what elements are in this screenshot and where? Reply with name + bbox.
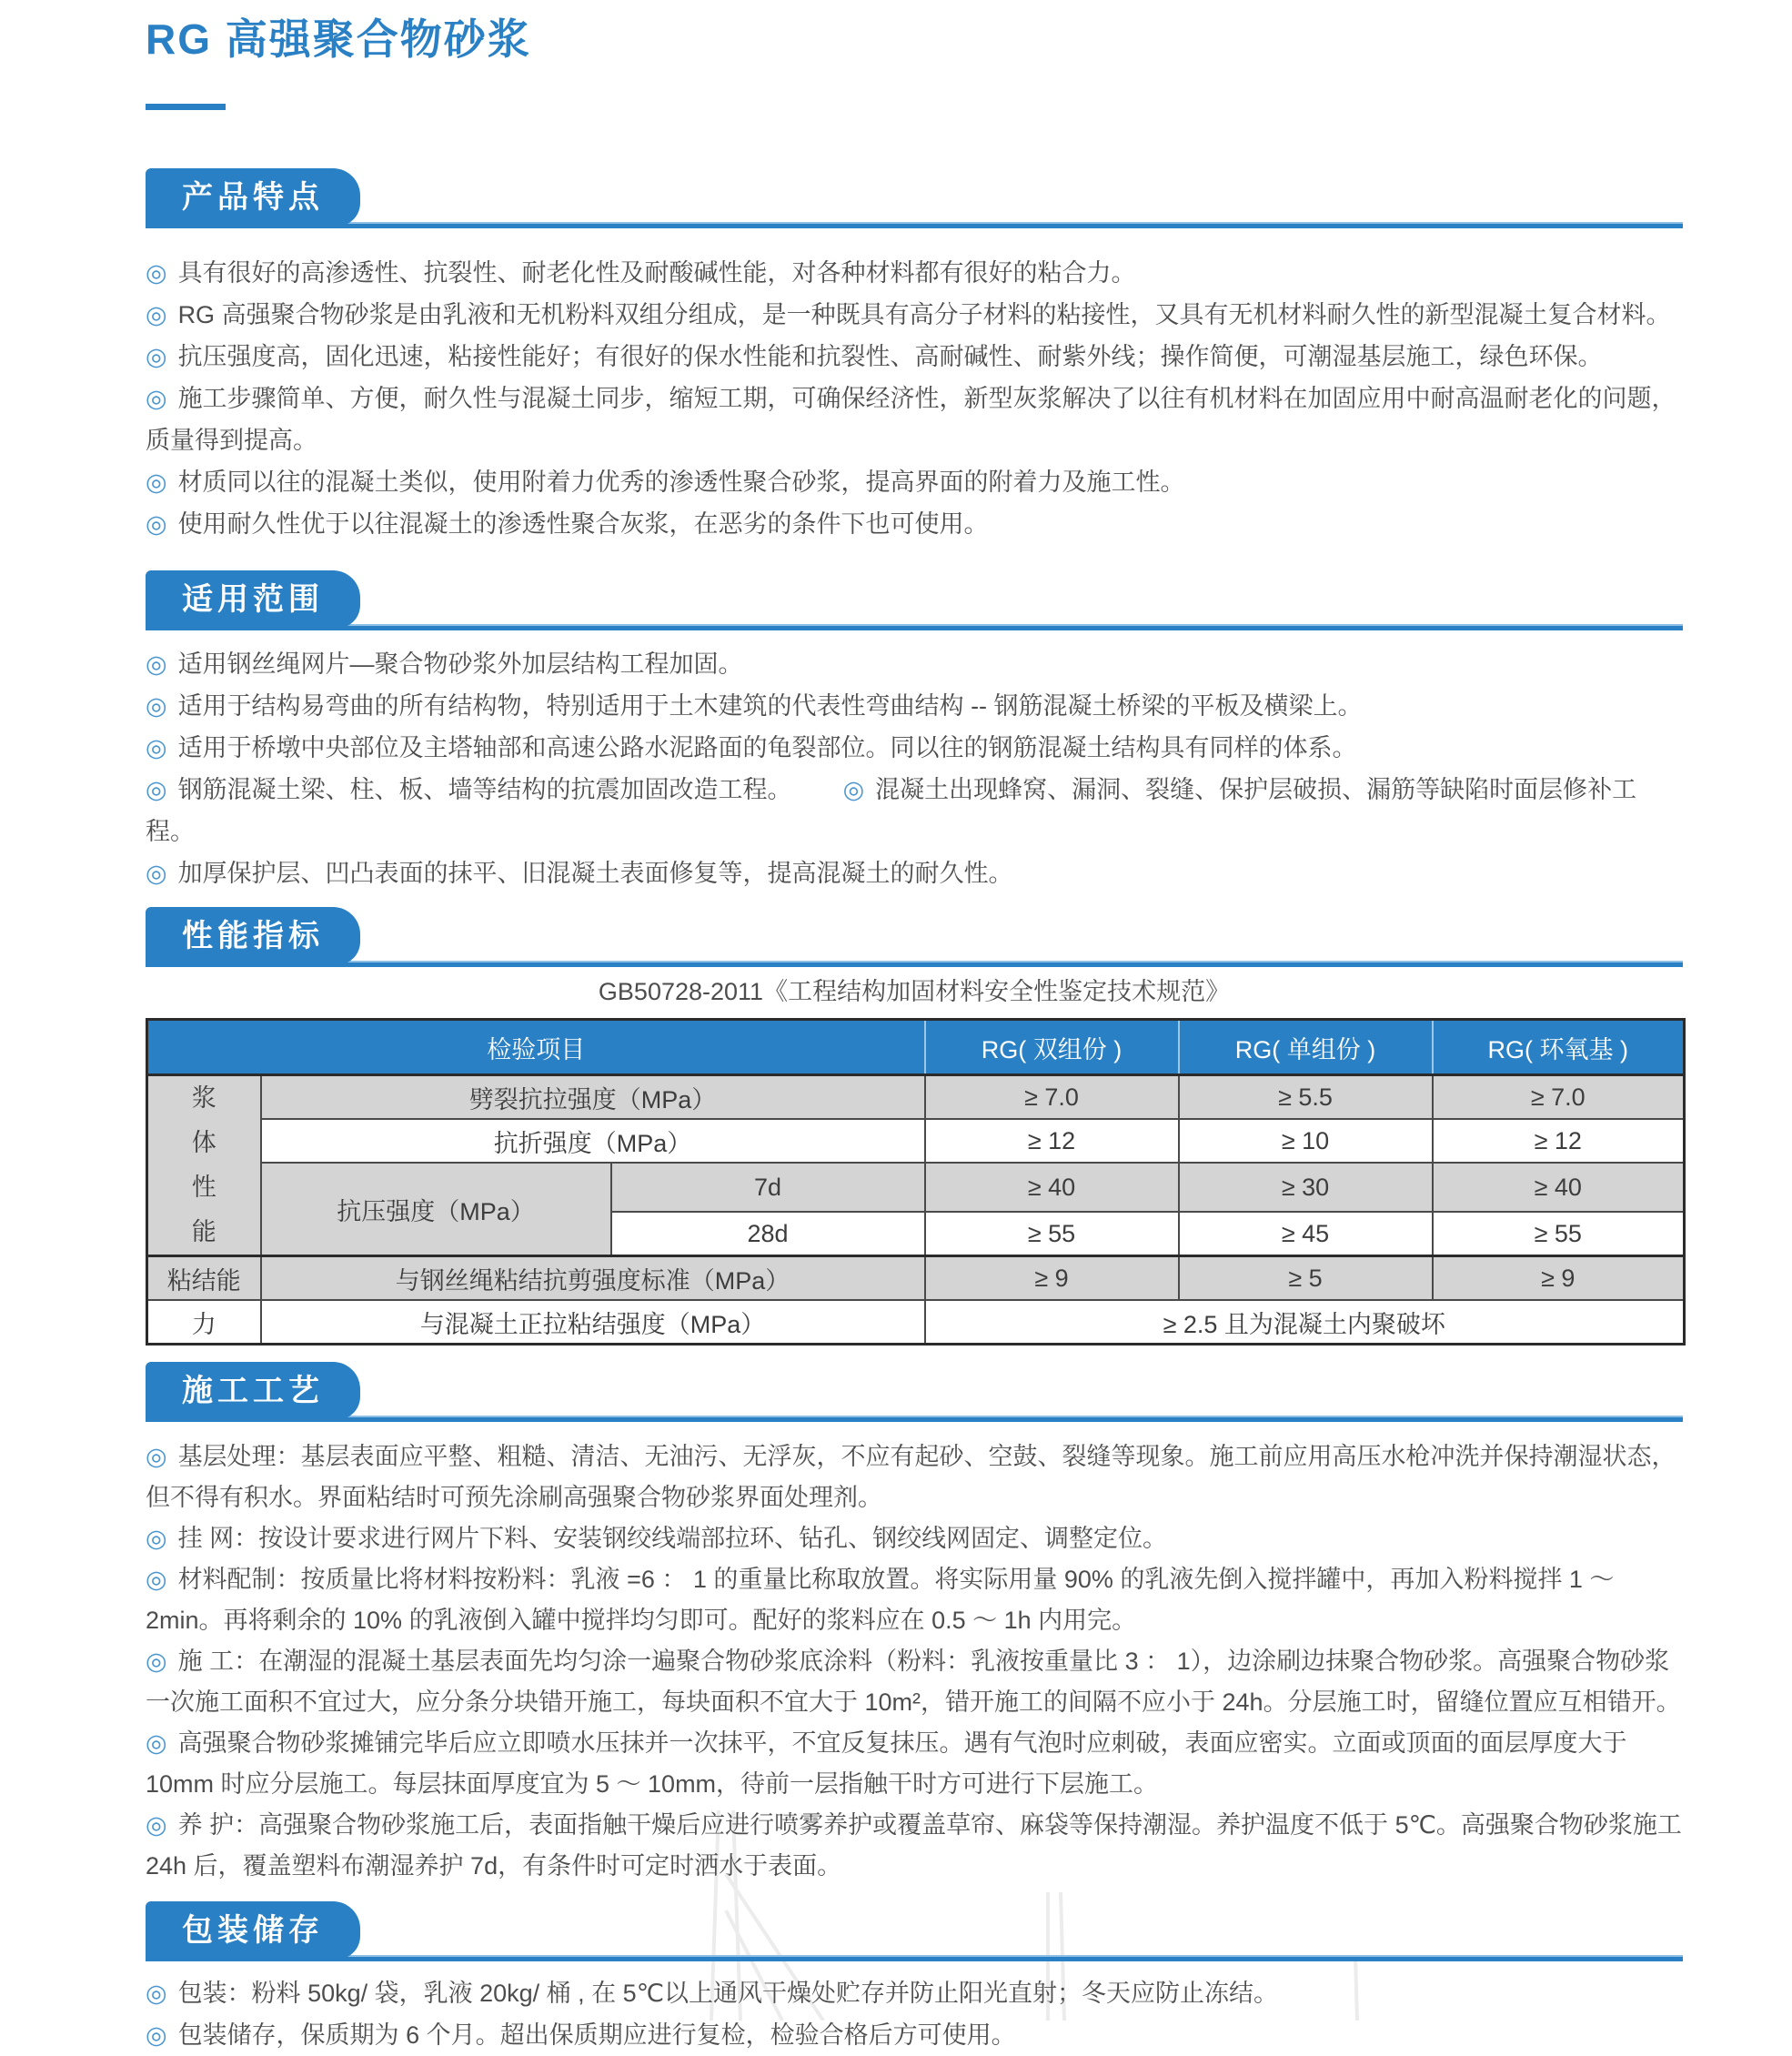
table-row-normal-bond	[147, 1300, 1685, 1345]
list-item-text: 施工步骤简单、方便，耐久性与混凝土同步，缩短工期，可确保经济性，新型灰浆解决了以往有机材料在加固应用中耐高温耐老化的问题，质量得到提高。	[146, 385, 1676, 454]
bullet-icon: ◎	[146, 1811, 167, 1839]
list-item	[146, 685, 1683, 727]
section-heading-label: 包装储存	[182, 1913, 324, 1948]
table-cell: ≥ 55	[1433, 1212, 1685, 1256]
header-cell-rg2: RG( 双组份 )	[925, 1020, 1179, 1075]
row-label: 劈裂抗拉强度（MPa）	[261, 1075, 925, 1120]
sub-label-28d: 28d	[611, 1212, 925, 1256]
table-cell: ≥ 30	[1179, 1163, 1433, 1212]
list-item	[146, 1518, 1683, 1559]
section-header-process	[146, 1362, 1683, 1422]
list-item	[146, 727, 1683, 769]
bullet-icon: ◎	[146, 734, 167, 761]
title-underline	[146, 104, 226, 110]
table-row-shear	[147, 1256, 1685, 1301]
list-item-text: 适用钢丝绳网片—聚合物砂浆外加层结构工程加固。	[177, 650, 743, 678]
group-label-bond-top: 粘结能	[147, 1256, 261, 1301]
bullet-icon: ◎	[146, 510, 167, 538]
performance-table	[146, 1018, 1686, 1345]
table-cell: ≥ 12	[1433, 1119, 1685, 1163]
group-label-char: 性	[191, 1174, 216, 1201]
packaging-list	[146, 1972, 1683, 2056]
section-tab-performance	[146, 907, 360, 965]
list-item-text: 包装：粉料 50kg/ 袋，乳液 20kg/ 桶 , 在 5℃以上通风干燥处贮存并防止阳光直射；冬天应防止冻结。	[177, 1980, 1279, 2007]
table-cell: ≥ 12	[925, 1119, 1179, 1163]
bullet-icon: ◎	[146, 1980, 167, 2007]
section-rule	[146, 222, 1683, 228]
table-cell: ≥ 40	[925, 1163, 1179, 1212]
list-item-text: RG 高强聚合物砂浆是由乳液和无机粉料双组分组成，是一种既具有高分子材料的粘接性，又具有无机材料耐久性的新型混凝土复合材料。	[177, 301, 1671, 328]
list-item-text: 养 护：高强聚合物砂浆施工后，表面指触干燥后应进行喷雾养护或覆盖草帘、麻袋等保持潮湿。养护温度不低于 5℃。高强聚合物砂浆施工 24h 后，覆盖塑料布潮湿养护 7d，有条件时可定时洒水于表面。	[146, 1811, 1682, 1880]
table-cell: ≥ 9	[925, 1256, 1179, 1301]
table-header-row	[147, 1020, 1685, 1075]
table-cell: ≥ 55	[925, 1212, 1179, 1256]
scope-list	[146, 643, 1683, 894]
list-item-double	[146, 769, 1683, 852]
list-item	[146, 461, 1683, 503]
table-cell: ≥ 45	[1179, 1212, 1433, 1256]
section-tab-packaging	[146, 1901, 360, 1960]
section-rule	[146, 961, 1683, 967]
list-item-text: 适用于桥墩中央部位及主塔轴部和高速公路水泥路面的龟裂部位。同以往的钢筋混凝土结构具有同样的体系。	[177, 734, 1357, 761]
group-label-char: 浆	[191, 1084, 216, 1112]
bullet-icon: ◎	[146, 301, 167, 328]
bullet-icon: ◎	[146, 1443, 167, 1470]
section-header-performance	[146, 907, 1683, 967]
table-cell: ≥ 7.0	[1433, 1075, 1685, 1120]
table-row-compressive-7d	[147, 1163, 1685, 1212]
list-item	[146, 1805, 1683, 1887]
bullet-icon: ◎	[146, 343, 167, 370]
section-header-scope	[146, 570, 1683, 630]
process-list	[146, 1436, 1683, 1887]
section-rule	[146, 624, 1683, 630]
table-cell-span: ≥ 2.5 且为混凝土内聚破坏	[925, 1300, 1685, 1345]
list-item-text: 施 工：在潮湿的混凝土基层表面先均匀涂一遍聚合物砂浆底涂料（粉料：乳液按重量比 3 ： 1），边涂刷边抹聚合物砂浆。高强聚合物砂浆一次施工面积不宜过大，应分条分块错开施工，每块面积不宜大于 10m²，错开施工的间隔不应小于 24h。分层施工时，留缝位置应互相错开。	[146, 1648, 1681, 1716]
group-label-slurry-performance	[147, 1075, 261, 1256]
header-cell-rg1: RG( 单组份 )	[1179, 1020, 1433, 1075]
list-item	[146, 294, 1683, 336]
list-item	[146, 336, 1683, 378]
table-cell: ≥ 5	[1179, 1256, 1433, 1301]
list-item	[146, 1559, 1683, 1641]
table-row-split-tensile	[147, 1075, 1685, 1120]
section-rule	[146, 1955, 1683, 1961]
bullet-icon: ◎	[146, 1648, 167, 1675]
header-cell-item: 检验项目	[147, 1020, 925, 1075]
bullet-icon: ◎	[146, 2021, 167, 2049]
list-item-text: 混凝土出现蜂窝、漏洞、裂缝、保护层破损、漏筋等缺陷时面层修补工程。	[146, 776, 1637, 845]
list-item	[146, 378, 1683, 461]
row-label-compressive: 抗压强度（MPa）	[261, 1163, 611, 1256]
section-heading-label: 施工工艺	[182, 1374, 324, 1408]
section-tab-scope	[146, 570, 360, 629]
list-item-text: 适用于结构易弯曲的所有结构物，特别适用于土木建筑的代表性弯曲结构 -- 钢筋混凝土桥梁的平板及横梁上。	[177, 692, 1363, 720]
section-heading-label: 性能指标	[182, 919, 324, 953]
list-item-text: 基层处理：基层表面应平整、粗糙、清洁、无油污、无浮灰，不应有起砂、空鼓、裂缝等现象。施工前应用高压水枪冲洗并保持潮湿状态，但不得有积水。界面粘结时可预先涂刷高强聚合物砂浆界面处理剂。	[146, 1443, 1676, 1511]
list-item-text: 钢筋混凝土梁、柱、板、墙等结构的抗震加固改造工程。	[177, 776, 792, 803]
list-item	[146, 643, 1683, 685]
section-heading-label: 产品特点	[182, 180, 324, 215]
list-item-text: 材料配制：按质量比将材料按粉料：乳液 =6 ： 1 的重量比称取放置。将实际用量 90% 的乳液先倒入搅拌罐中，再加入粉料搅拌 1 ～ 2min。再将剩余的 10% 的乳液倒入罐中搅拌均匀即可。配好的浆料应在 0.5 ～ 1h 内用完。	[146, 1566, 1615, 1634]
list-item	[146, 1723, 1683, 1805]
list-item	[146, 252, 1683, 294]
group-label-char: 体	[191, 1129, 216, 1156]
section-rule	[146, 1416, 1683, 1422]
page-title: RG 高强聚合物砂浆	[146, 15, 531, 63]
table-cell: ≥ 40	[1433, 1163, 1685, 1212]
table-cell: ≥ 10	[1179, 1119, 1433, 1163]
row-label: 与钢丝绳粘结抗剪强度标准（MPa）	[261, 1256, 925, 1301]
list-item-text: 材质同以往的混凝土类似，使用附着力优秀的渗透性聚合砂浆，提高界面的附着力及施工性。	[177, 469, 1185, 496]
list-item	[146, 1436, 1683, 1518]
bullet-icon: ◎	[146, 860, 167, 887]
bullet-icon: ◎	[146, 692, 167, 720]
row-label: 抗折强度（MPa）	[261, 1119, 925, 1163]
standard-caption: GB50728-2011《工程结构加固材料安全性鉴定技术规范》	[598, 978, 1231, 1005]
bullet-icon: ◎	[146, 469, 167, 496]
section-tab-process	[146, 1362, 360, 1420]
section-heading-label: 适用范围	[182, 582, 324, 617]
bullet-icon: ◎	[146, 1525, 167, 1552]
bullet-icon: ◎	[146, 1566, 167, 1593]
list-item	[146, 1972, 1683, 2014]
bullet-icon: ◎	[146, 259, 167, 287]
table-row-flexural	[147, 1119, 1685, 1163]
list-item-text: 包装储存，保质期为 6 个月。超出保质期应进行复检，检验合格后方可使用。	[177, 2021, 1016, 2049]
bullet-icon: ◎	[146, 385, 167, 412]
bullet-icon: ◎	[146, 650, 167, 678]
list-item	[146, 503, 1683, 545]
list-item-text: 挂 网：按设计要求进行网片下料、安装钢绞线端部拉环、钻孔、钢绞线网固定、调整定位。	[177, 1525, 1168, 1552]
row-label: 与混凝土正拉粘结强度（MPa）	[261, 1300, 925, 1345]
bullet-icon: ◎	[146, 776, 167, 803]
list-item-text: 具有很好的高渗透性、抗裂性、耐老化性及耐酸碱性能，对各种材料都有很好的粘合力。	[177, 259, 1136, 287]
group-label-bond-bottom: 力	[147, 1300, 261, 1345]
table-cell: ≥ 5.5	[1179, 1075, 1433, 1120]
list-item-text: 高强聚合物砂浆摊铺完毕后应立即喷水压抹并一次抹平，不宜反复抹压。遇有气泡时应刺破，表面应密实。立面或顶面的面层厚度大于 10mm 时应分层施工。每层抹面厚度宜为 5 ～ 10mm，待前一层指触干时方可进行下层施工。	[146, 1729, 1627, 1798]
table-cell: ≥ 9	[1433, 1256, 1685, 1301]
section-tab-features	[146, 168, 360, 227]
header-cell-rge: RG( 环氧基 )	[1433, 1020, 1685, 1075]
group-label-char: 能	[191, 1218, 216, 1245]
section-header-features	[146, 168, 1683, 228]
bullet-icon: ◎	[146, 1729, 167, 1757]
bullet-icon: ◎	[842, 776, 865, 803]
section-header-packaging	[146, 1901, 1683, 1961]
list-item-text: 加厚保护层、凹凸表面的抹平、旧混凝土表面修复等，提高混凝土的耐久性。	[177, 860, 1013, 887]
sub-label-7d: 7d	[611, 1163, 925, 1212]
list-item-text: 抗压强度高，固化迅速，粘接性能好；有很好的保水性能和抗裂性、高耐碱性、耐紫外线；操作简便，可潮湿基层施工，绿色环保。	[177, 343, 1603, 370]
list-item	[146, 852, 1683, 894]
list-item	[146, 1641, 1683, 1723]
table-cell: ≥ 7.0	[925, 1075, 1179, 1120]
list-item-text: 使用耐久性优于以往混凝土的渗透性聚合灰浆，在恶劣的条件下也可使用。	[177, 510, 989, 538]
features-list	[146, 252, 1683, 545]
